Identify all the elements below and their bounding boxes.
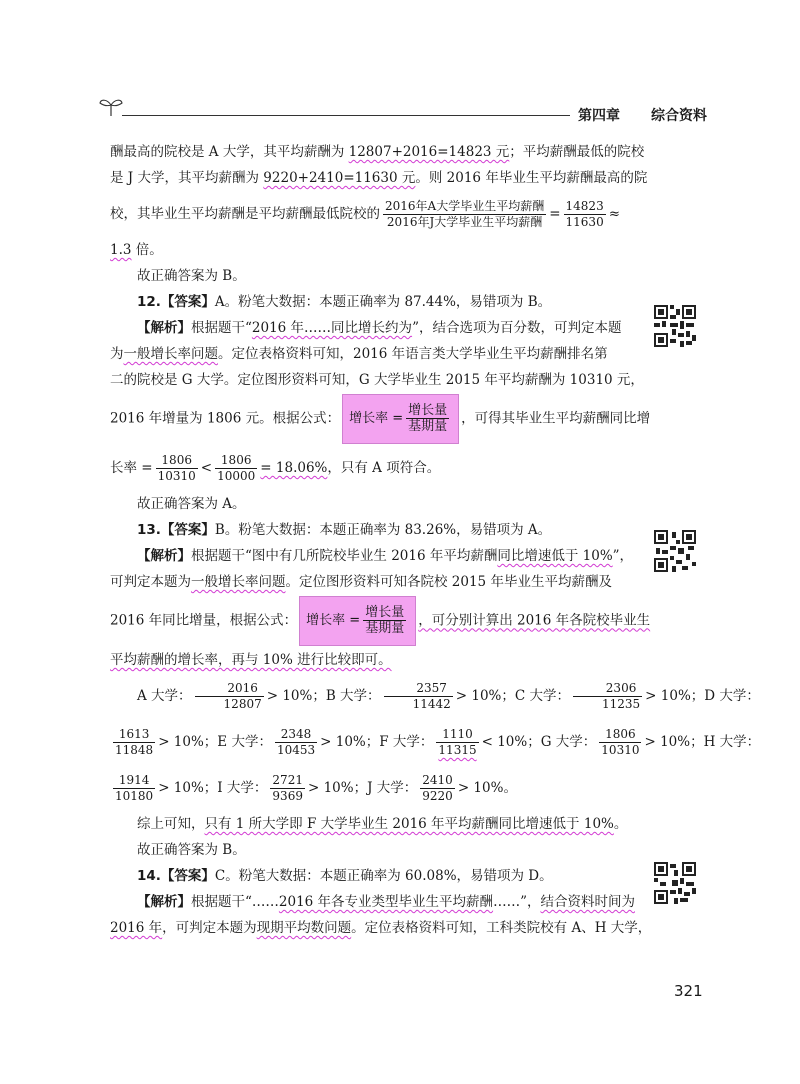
answer-13: 故正确答案为 B。	[137, 842, 246, 858]
running-header	[98, 96, 710, 126]
answer-12: 故正确答案为 A。	[137, 496, 246, 512]
para1-line2: 是 J 大学，其平均薪酬为 9220+2410=11630 元。则 2016 年毕业生平均薪酬最高的院	[110, 170, 648, 186]
q13-analysis-line4: 平均薪酬的增长率，再与 10% 进行比较即可。	[110, 652, 392, 668]
qr-code-q14[interactable]	[652, 860, 698, 906]
chapter-label: 第四章	[578, 108, 620, 124]
q13-summary: 综上可知，只有 1 所大学即 F 大学毕业生 2016 年平均薪酬同比增速低于 10%。	[137, 816, 628, 832]
answer-11: 故正确答案为 B。	[137, 268, 246, 284]
q12-analysis-line4: 2016 年增量为 1806 元。根据公式： 增长率 = $\frac{\text{增长量}}{\text{基期量}}$ ，可得其毕业生平均薪酬同比增	[110, 394, 625, 444]
q12-analysis-line3: 二的院校是 G 大学。定位图形资料可知，G 大学毕业生 2015 年平均薪酬为 10310 元，	[110, 372, 644, 388]
fraction-salary-ratio: $\frac{14823}{11630}$	[565, 199, 604, 229]
q14-analysis-line1: 【解析】根据题干“……2016 年各专业类型毕业生平均薪酬……”，结合资料时间为	[137, 894, 635, 910]
q13-answer-line: 13.【答案】B。粉笔大数据：本题正确率为 83.26%，易错项为 A。	[137, 522, 552, 538]
sprout-icon	[98, 96, 124, 118]
para1-line3: 校，其毕业生平均薪酬是平均薪酬最低院校的 $\frac{\text{2016年A大学毕业生平均薪酬}}{\text{2016年J大学毕业生平均薪酬}}$ = $\frac{14823}{11630}$ ≈	[110, 199, 621, 229]
q13-calc-line3: $\frac{1914}{10180}$ > 10%；I 大学： $\frac{2721}{9369}$ > 10%；J 大学： $\frac{2410}{9220}$ > 10%。	[115, 773, 517, 803]
q12-analysis-line2: 为一般增长率问题。定位表格资料可知，2016 年语言类大学毕业生平均薪酬排名第	[110, 346, 608, 362]
qr-code-icon	[652, 528, 698, 574]
q14-analysis-line2: 2016 年，可判定本题为现期平均数问题。定位表格资料可知，工科类院校有 A、H 大学，	[110, 920, 652, 936]
q12-analysis-line1: 【解析】根据题干“2016 年……同比增长约为”，结合选项为百分数，可判定本题	[137, 320, 622, 336]
page-number: 321	[674, 982, 703, 1000]
para1-line4: 1.3 倍。	[110, 242, 163, 258]
q13-calc-line1: A 大学： $\frac{2016}{12807}$ > 10%；B 大学： $\frac{2357}{11442}$ > 10%；C 大学： $\frac{2306}{11235}$ > 10%；D 大学：	[137, 681, 760, 711]
q13-analysis-line3: 2016 年同比增量，根据公式： 增长率 = $\frac{\text{增长量}}{\text{基期量}}$ ，可分别计算出 2016 年各院校毕业生	[110, 596, 625, 646]
qr-code-q13[interactable]	[652, 528, 698, 574]
growth-rate-formula: 增长率 = $\frac{\text{增长量}}{\text{基期量}}$	[299, 596, 416, 646]
qr-code-icon	[652, 303, 698, 349]
header-rule	[122, 115, 570, 116]
q13-analysis-line2: 可判定本题为一般增长率问题。定位图形资料可知各院校 2015 年毕业生平均薪酬及	[110, 574, 612, 590]
q12-analysis-line5: 长率 = $\frac{1806}{10310}$ < $\frac{1806}{10000}$ = 18.06%，只有 A 项符合。	[110, 453, 441, 483]
qr-code-icon	[652, 860, 698, 906]
q12-answer-line: 12.【答案】A。粉笔大数据：本题正确率为 87.44%，易错项为 B。	[137, 294, 552, 310]
page-body	[110, 140, 761, 942]
section-label: 综合资料	[651, 108, 707, 124]
qr-code-q12[interactable]	[652, 303, 698, 349]
growth-rate-formula: 增长率 = $\frac{\text{增长量}}{\text{基期量}}$	[342, 394, 459, 444]
para1-line1: 酬最高的院校是 A 大学，其平均薪酬为 12807+2016=14823 元；平均薪酬最低的院校	[110, 144, 645, 160]
q13-calc-line2: $\frac{1613}{11848}$ > 10%；E 大学： $\frac{2348}{10453}$ > 10%；F 大学： $\frac{1110}{11315}$ < 10%；G 大学： $\frac{1806}{10310}$ > 10%；H 大学：	[115, 727, 761, 757]
q14-answer-line: 14.【答案】C。粉笔大数据：本题正确率为 60.08%，易错项为 D。	[137, 868, 553, 884]
fraction-univ-ratio: $\frac{\text{2016年A大学毕业生平均薪酬}}{\text{2016年J大学毕业生平均薪酬}}$	[385, 199, 545, 229]
q13-analysis-line1: 【解析】根据题干“图中有几所院校毕业生 2016 年平均薪酬同比增速低于 10%”，	[137, 548, 634, 564]
